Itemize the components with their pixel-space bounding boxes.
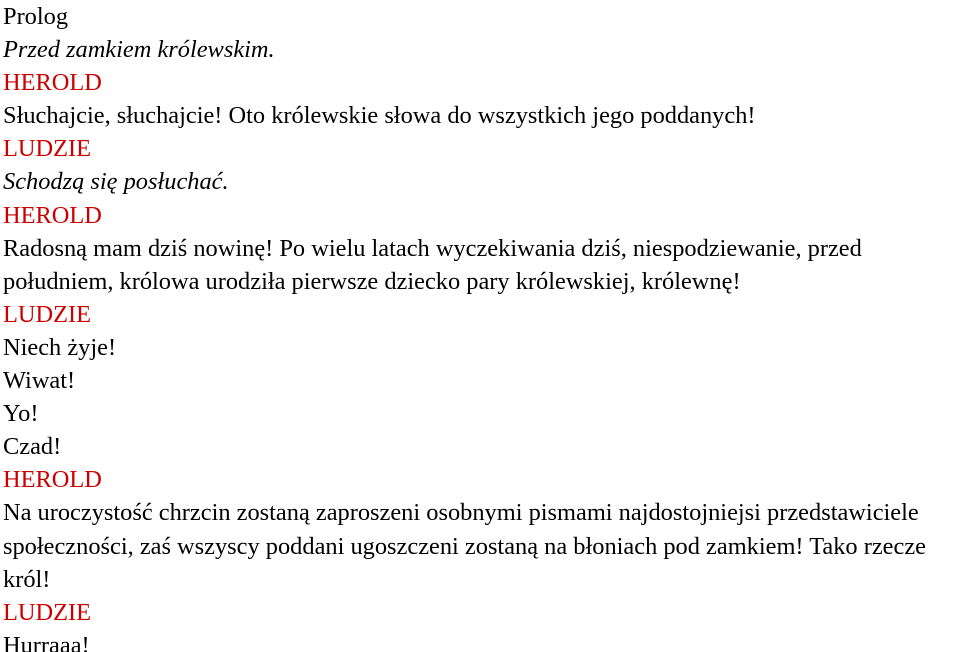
stage-direction: Przed zamkiem królewskim. [3,36,275,64]
speaker-name: HEROLD [3,201,102,229]
speech-text: Radosną mam dziś nowinę! Po wielu latach wyczekiwania dziś, niespodziewanie, przed południem, królowa urodziła pierwsze dziecko pary królewskiej, królewnę! [3,234,862,295]
speech-text: Czad! [3,433,62,461]
speech-text: Niech żyje! [3,333,117,361]
speaker-name: LUDZIE [3,135,92,163]
speech-text: Na uroczystość chrzcin zostaną zaproszeni osobnymi pismami najdostojniejsi przedstawiciele społeczności, zaś wszyscy poddani ugoszczeni zostaną na błoniach pod zamkiem! Tako rzecze król! [3,499,926,593]
speaker-name: HEROLD [3,466,102,494]
speech-text: Yo! [3,400,39,428]
speaker-name: LUDZIE [3,300,92,328]
speaker-name: LUDZIE [3,598,92,626]
speech-text: Wiwat! [3,367,76,395]
speaker-name: HEROLD [3,69,102,97]
speech-text: Hurraaa! [3,631,90,652]
stage-direction: Schodzą się posłuchać. [3,168,229,196]
section-title: Prolog [3,3,69,30]
speech-text: Słuchajcie, słuchajcie! Oto królewskie słowa do wszystkich jego poddanych! [3,102,756,130]
